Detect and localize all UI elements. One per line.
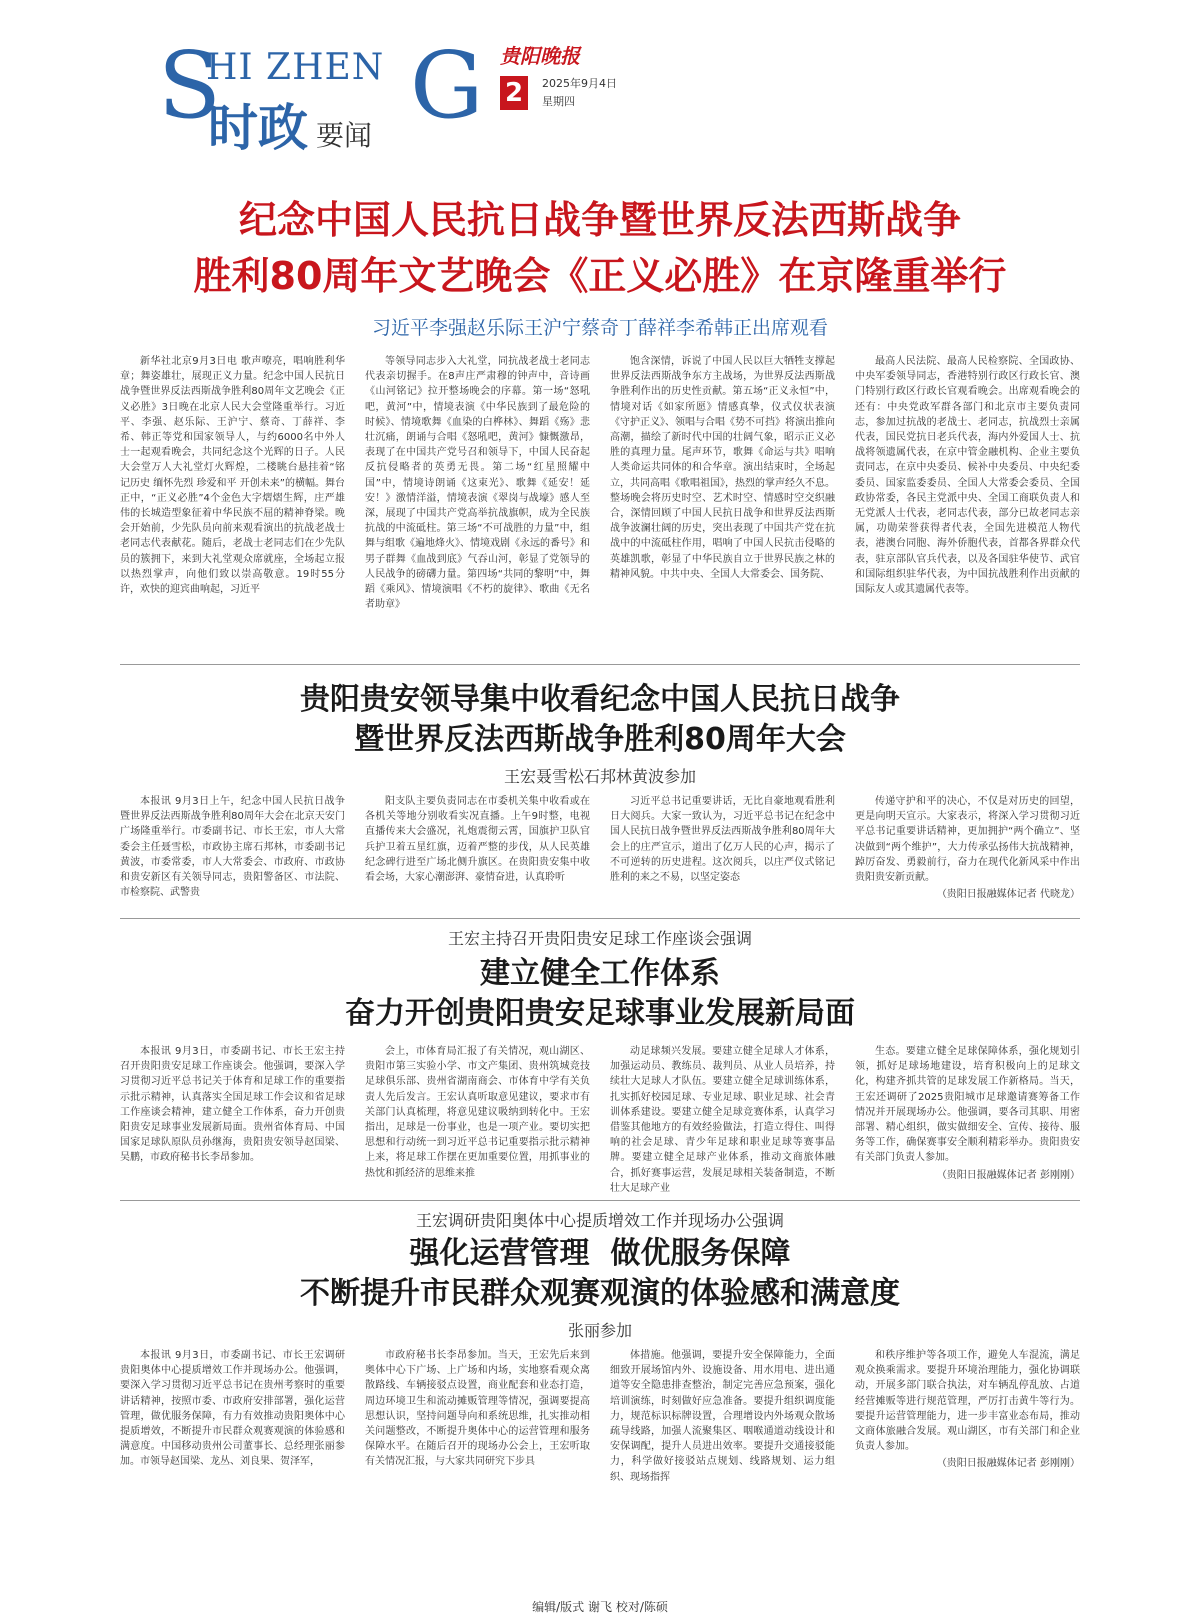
article4-kicker: 王宏调研贵阳奥体中心提质增效工作并现场办公强调 — [415, 1211, 784, 1230]
article3-kicker: 王宏主持召开贵阳贵安足球工作座谈会强调 — [447, 929, 752, 948]
article4-credit: （贵阳日报融媒体记者 彭刚刚） — [936, 1458, 1080, 1470]
divider — [120, 1200, 1080, 1201]
article1-column: 新华社北京9月3日电 歌声嘹亮，唱响胜利华章；舞姿雄壮，展现正义力量。纪念中国人民抗日战争暨世界反法西斯战争胜利80周年文艺晚会《正义必胜》3日晚在北京人民大会堂隆重举行。习近平、李强、赵乐际、王沪宁、蔡奇、丁薛祥、李希、韩正等党和国家领导人，与约6000名中外人士一起观看晚会，共同纪念这个光辉的日子。人民大会堂万人大礼堂灯火辉煌，二楼眺台悬挂着“铭记历史 缅怀先烈 珍爱和平 开创未来”的横幅。舞台正中，“正义必胜”4个金色大字熠熠生辉，庄严雄伟的长城造型象征着中华民族不屈的精神脊梁。晚会开始前，少先队员向前来观看演出的抗战老战士老同志代表献花。随后，老战士老同志们在少先队员的簇拥下，来到大礼堂观众席就座，全场起立报以热烈掌声，向他们致以崇高敬意。19时55分许，欢快的迎宾曲响起，习近平 — [120, 356, 345, 596]
article1-subtitle: 习近平李强赵乐际王沪宁蔡奇丁薛祥李希韩正出席观看 — [371, 317, 828, 339]
article3-column: 会上，市体育局汇报了有关情况，观山湖区、贵阳市第三实验小学、市文产集团、贵州筑城竞技足球俱乐部、贵州省湖南商会、市体育中学有关负责人先后发言。王宏认真听取意见建议，要求市有关部门认真梳理，将意见建议吸纳到转化中。王宏指出，足球是一份事业，也是一项产业。要切实把思想和行动统一到习近平总书记重要指示批示精神上来，将足球工作摆在更加重要位置，用抓事业的热忱和抓经济的思维来推 — [365, 1046, 590, 1179]
article3-title-line1: 建立健全工作体系 — [480, 956, 720, 991]
article4-title-line2: 不断提升市民群众观赛观演的体验感和满意度 — [300, 1276, 900, 1311]
masthead-letter-s: S — [158, 32, 222, 139]
article1-column: 等领导同志步入大礼堂，同抗战老战士老同志代表亲切握手。在8声庄严肃穆的钟声中，音诗画《山河铭记》拉开整场晚会的序幕。第一场“怒吼吧，黄河”中，情境表演《中华民族到了最危险的时候》、情境歌舞《血染的白桦林》、舞蹈《殇》悲壮沉痛，朗诵与合唱《怒吼吧，黄河》慷慨激昂，表现了在中国共产党号召和领导下，中国人民奋起反抗侵略者的英勇无畏。第二场“红星照耀中国”中，情境诗朗诵《这束光》、歌舞《延安！延安！》激情洋溢，情境表演《翠岗与战壕》感人至深，展现了中国共产党高举抗战旗帜，成为全民族抗战的中流砥柱。第三场“不可战胜的力量”中，组舞与组歌《遍地烽火》、情境戏剧《永远的番号》和男子群舞《血战到底》气吞山河，彰显了党领导的人民战争的磅礴力量。第四场“共同的黎明”中，舞蹈《乘风》、情境演唱《不朽的旋律》、歌曲《无名者助章》 — [365, 356, 590, 611]
article2-column: 传递守护和平的决心，不仅是对历史的回望，更是向明天宣示。大家表示，将深入学习贯彻习近平总书记重要讲话精神，更加拥护“两个确立”、坚决做到“两个维护”，大力传承弘扬伟大抗战精神，踔厉奋发、勇毅前行，奋力在现代化新风采中作出贵阳贵安新贡献。 — [855, 796, 1080, 884]
article1-column: 饱含深情，诉说了中国人民以巨大牺牲支撑起世界反法西斯战争东方主战场，为世界反法西斯战争胜利作出的历史性贡献。第五场“正义永恒”中，情境对话《如家所愿》情感真挚，仪式仪状表演《守护正义》、领唱与合唱《势不可挡》将演出推向高潮，描绘了新时代中国的壮阔气象，昭示正义必胜的真理力量。尾声环节，歌舞《命运与共》唱响人类命运共同体的和合华章。演出结束时，全场起立，共同高唱《歌唱祖国》，热烈的掌声经久不息。整场晚会将历史时空、艺术时空、情感时空交织融合，深情回顾了中国人民抗日战争和世界反法西斯战争波澜壮阔的历史，突出表现了中国共产党在抗战中的中流砥柱作用，唱响了中国人民抗击侵略的英雄凯歌，彰显了中华民族自立于世界民族之林的精神风貌。中共中央、全国人大常委会、国务院、 — [610, 356, 835, 580]
article3-column: 本报讯 9月3日，市委副书记、市长王宏主持召开贵阳贵安足球工作座谈会。他强调，要深入学习贯彻习近平总书记关于体育和足球工作的重要指示批示精神，认真落实全国足球工作会议和省足球工作座谈会精神，建立健全工作体系，奋力开创贵阳贵安足球事业发展新局面。贵州省体育局、中国国家足球队原队员孙继海，贵阳贵安领导赵国梁、吴鹏，市政府秘书长李昂参加。 — [120, 1046, 345, 1164]
divider — [120, 664, 1080, 665]
article3-column: 动足球频兴发展。要建立健全足球人才体系，加强运动员、教练员、裁判员、从业人员培养，持续壮大足球人才队伍。要建立健全足球训练体系，扎实抓好校园足球、专业足球、职业足球、社会青训体系建设。要建立健全足球竞赛体系，认真学习借鉴其他地方的有效经验做法，打造立得住、叫得响的社会足球、青少年足球和职业足球等赛事品牌。要建立健全足球产业体系，推动文商旅体融合，抓好赛事运营，发展足球相关装备制造，不断壮大足球产业 — [610, 1046, 835, 1194]
article3-last-column — [855, 1044, 1080, 1194]
page-footer: 编辑/版式 谢飞 校对/陈硕 — [532, 1600, 668, 1614]
page-number: 2 — [500, 76, 528, 110]
article4-column: 和秩序维护等各项工作，避免人车混流，满足观众换乘需求。要提升环境治理能力，强化协调联动，开展多部门联合执法，对车辆乱停乱放、占道经营摊贩等进行规范管理，严厉打击黄牛等行为。要提升运营管理能力，进一步丰富业态布局，推动文商体旅融合发展。观山湖区，市有关部门和企业负责人参加。 — [855, 1350, 1080, 1453]
section-subname: 要闻 — [316, 119, 373, 152]
article2-title-line1: 贵阳贵安领导集中收看纪念中国人民抗日战争 — [300, 682, 900, 717]
article4-last-column — [855, 1348, 1080, 1582]
article2-subtitle: 王宏聂雪松石邦林黄波参加 — [503, 767, 696, 786]
article3-title-line2: 奋力开创贵阳贵安足球事业发展新局面 — [345, 996, 855, 1031]
article3-body — [120, 1044, 1080, 1194]
article2-last-column — [855, 794, 1080, 912]
article4-body — [120, 1348, 1080, 1582]
masthead-letter-g: G — [410, 32, 484, 139]
masthead-hizhen: HI ZHEN — [206, 47, 385, 88]
article2-column: 本报讯 9月3日上午，纪念中国人民抗日战争暨世界反法西斯战争胜利80周年大会在北京天安门广场隆重举行。市委副书记、市长王宏，市人大常委会主任聂雪松，市政协主席石邦林，市委副书记黄波，市委常委，市人大常委会、市政府、市政协和贵安新区有关领导同志，贵阳警备区、市法院、市检察院、武警贵 — [120, 796, 345, 899]
article1-title-line1: 纪念中国人民抗日战争暨世界反法西斯战争 — [238, 198, 961, 242]
article1-body — [120, 354, 1080, 638]
article1-title-line2: 胜利80周年文艺晚会《正义必胜》在京隆重举行 — [193, 254, 1007, 298]
article2-column: 阳支队主要负责同志在市委机关集中收看或在各机关等地分别收看实况直播。上午9时整，电视直播传来大会盛况，礼炮震彻云霄，国旗护卫队官兵护卫着五星红旗，迈着严整的步伐，从人民英雄纪念碑行进至广场北侧升旗区。在贵阳贵安集中收看会场，大家心潮澎湃、豪情奋进，认真聆听 — [365, 796, 590, 884]
article2-body — [120, 794, 1080, 912]
article3-column: 生态。要建立健全足球保障体系，强化规划引领，抓好足球场地建设，培育积极向上的足球文化，构建齐抓共管的足球发展工作新格局。当天，王宏还调研了2025贵阳城市足球邀请赛筹备工作情况并开展现场办公。他强调，要各司其职、用密部署、精心组织，做实做细安全、宣传、接待、服务等工作，确保赛事安全顺利精彩举办。贵阳贵安有关部门负责人参加。 — [855, 1046, 1080, 1164]
divider — [120, 918, 1080, 919]
article3-credit: （贵阳日报融媒体记者 彭刚刚） — [936, 1169, 1080, 1181]
article4-column: 本报讯 9月3日，市委副书记、市长王宏调研贵阳奥体中心提质增效工作并现场办公。他强调，要深入学习贯彻习近平总书记在贵州考察时的重要讲话精神，按照市委、市政府安排部署，强化运营管理，做优服务保障，有力有效推动贵阳奥体中心提质增效，不断提升市民群众观赛观演的体验感和满意度。中国移动贵州公司董事长、总经理张丽参加。市领导赵国梁、龙丛、刘良果、贺泽军， — [120, 1350, 345, 1468]
issue-date: 2025年9月4日 — [542, 77, 617, 90]
article4-subtitle: 张丽参加 — [567, 1321, 632, 1340]
article1-column: 最高人民法院、最高人民检察院、全国政协、中央军委领导同志，香港特别行政区行政长官、澳门特别行政区行政长官观看晚会。出席观看晚会的还有：中央党政军群各部门和北京市主要负责同志，参加过抗战的老战士、老同志，抗战烈士亲属代表，国民党抗日老兵代表，海内外爱国人士、抗战将领遗属代表，在京中管金融机构、企业主要负责同志，在京中央委员、候补中央委员、中央纪委委员、国家监委委员、全国人大常委会委员、全国政协常委，各民主党派中央、全国工商联负责人和无党派人士代表，老同志代表，部分已故老同志亲属，功勋荣誉获得者代表，全国先进模范人物代表，港澳台同胞、海外侨胞代表，首都各界群众代表，驻京部队官兵代表，以及各国驻华使节、武官和国际组织驻华代表，为中国抗战胜利作出贡献的国际友人或其遗属代表等。 — [855, 356, 1080, 596]
issue-weekday: 星期四 — [542, 95, 575, 108]
newspaper-logo: 贵阳晚报 — [500, 44, 580, 68]
masthead — [0, 0, 1200, 180]
article4-column: 体措施。他强调，要提升安全保障能力，全面细致开展场馆内外、设施设备、用水用电、进出通道等安全隐患排查整治，制定完善应急预案，强化培训演练，时刻做好应急准备。要提升组织调度能力，规范标识标牌设置，合理增设内外场观众散场疏导线路，加强人流聚集区、咽喉通道动线设计和安保调配，提升人员进出效率。要提升交通接驳能力，科学做好接驳站点规划、线路规划、运力组织、现场指挥 — [610, 1350, 835, 1483]
article2-column: 习近平总书记重要讲话，无比自豪地观看胜利日大阅兵。大家一致认为，习近平总书记在纪念中国人民抗日战争暨世界反法西斯战争胜利80周年大会上的庄严宣示，道出了亿万人民的心声，揭示了不可逆转的历史进程。这次阅兵，以庄严仪式铭记胜利的来之不易，以坚定姿态 — [610, 796, 835, 884]
article4-column: 市政府秘书长李昂参加。当天，王宏先后来到奥体中心下广场、上广场和内场，实地察看观众离散路线、车辆接驳点设置，商业配套和业态打造，周边环境卫生和流动摊贩管理等情况，强调要提高思想认识，坚持问题导向和系统思维，扎实推动相关问题整改，不断提升奥体中心的运营管理和服务保障水平。在随后召开的现场办公会上，王宏听取有关情况汇报，与大家共同研究下步具 — [365, 1350, 590, 1468]
section-name: 时政 — [208, 99, 308, 157]
article4-title-line1: 强化运营管理 做优服务保障 — [409, 1236, 791, 1271]
article2-title-line2: 暨世界反法西斯战争胜利80周年大会 — [354, 722, 846, 757]
article2-credit: （贵阳日报融媒体记者 代晓龙） — [936, 889, 1080, 901]
